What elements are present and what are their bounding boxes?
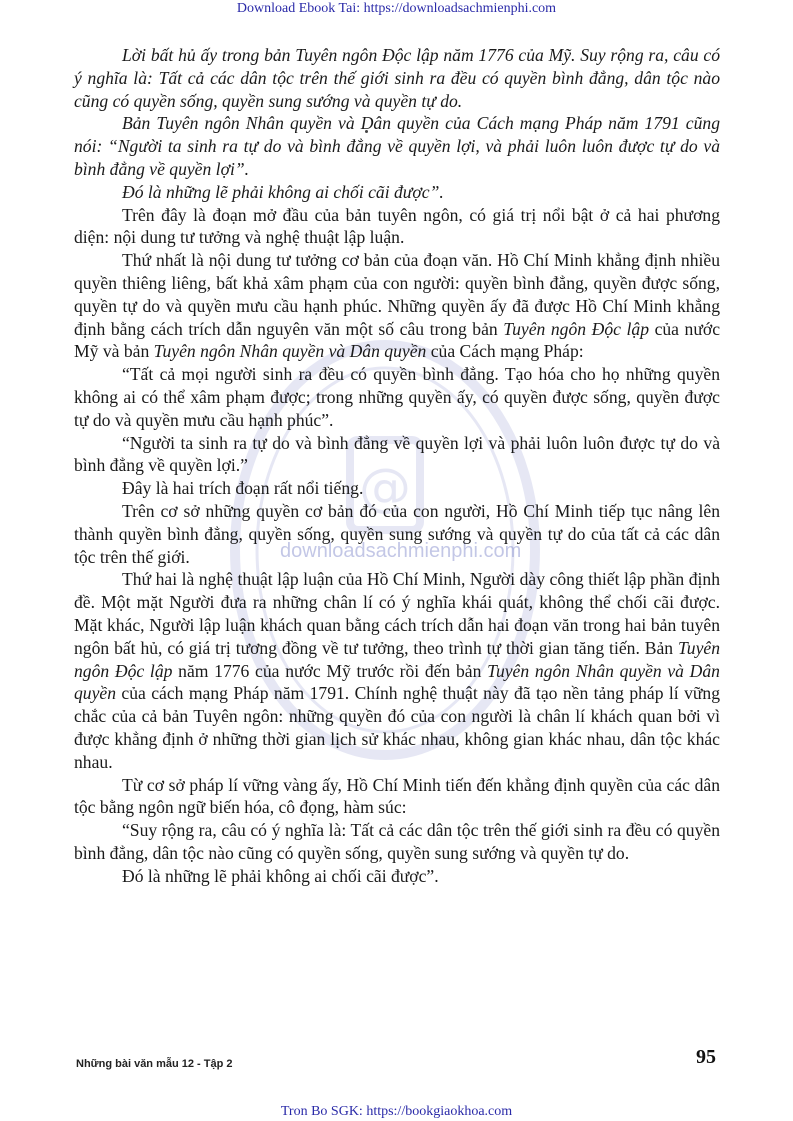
quote-paragraph: “Suy rộng ra, câu có ý nghĩa là: Tất cả các dân tộc trên thế giới sinh ra đều có quyền bình đẳng, dân tộc nào cũng có quyền sống, quyền sung sướng và quyền tự do.	[74, 820, 720, 863]
paragraph: Đây là hai trích đoạn rất nổi tiếng.	[122, 478, 364, 499]
paragraph: Trên đây là đoạn mở đầu của bản tuyên ngôn, có giá trị nổi bật ở cả hai phương diện: nội dung tư tưởng và nghệ thuật lập luận.	[74, 204, 720, 248]
text-run: Thứ hai là nghệ thuật lập luận của Hồ Chí Minh, Người dày công thiết lập phần định đề. Một mặt Người đưa ra những chân lí có ý nghĩa khái quát, không thể chối cãi được. Mặt khác, Người lập luận khách quan bằng cách trích dẫn hai đoạn văn trong hai bản tuyên ngôn bất hủ, có giá trị tương đồng về tư tưởng, theo trình tự thời gian tăng tiến. Bản	[74, 569, 720, 658]
watermark-text: downloadsachmienphi.com	[280, 540, 522, 562]
download-link[interactable]: Download Ebook Tai: https://downloadsachmienphi.com	[236, 1, 557, 16]
text-run: của cách mạng Pháp năm 1791. Chính nghệ thuật này đã tạo nền tảng pháp lí vững chắc của cả bản Tuyên ngôn: những quyền đó của con người là chân lí khách quan bởi vì được khẳng định ở những thời gian lịch sử khác nhau, không gian khác nhau, dân tộc khác nhau.	[74, 683, 721, 772]
paragraph	[74, 249, 720, 363]
paragraph: Đó là những lẽ phải không ai chối cãi được”.	[122, 181, 444, 202]
italic-title: Tuyên ngôn Độc lập	[503, 318, 649, 339]
text-run: Thứ nhất là nội dung tư tưởng cơ bản của đoạn văn. Hồ Chí Minh khẳng định nhiều quyền thiêng liêng, bất khả xâm phạm của con người: quyền bình đẳng, quyền được sống, quyền tự do và quyền mưu cầu hạnh phúc. Những quyền ấy đã được Hồ Chí Minh khẳng định bằng cách trích dẫn nguyên văn một số câu trong bản	[74, 250, 720, 339]
paragraph: Bản Tuyên ngôn Nhân quyền và Dân quyền của Cách mạng Pháp năm 1791 cũng nói: “Người ta sinh ra tự do và bình đẳng về quyền lợi, và phải luôn luôn được tự do và bình đẳng về quyền lợi”.	[74, 113, 720, 179]
paragraph: Từ cơ sở pháp lí vững vàng ấy, Hồ Chí Minh tiến đến khẳng định quyền của các dân tộc bằng ngôn ngữ biến hóa, cô đọng, hàm súc:	[74, 774, 720, 818]
italic-title: Tuyên ngôn Nhân quyền và Dân quyền	[74, 660, 720, 704]
paragraph: Lời bất hủ ấy trong bản Tuyên ngôn Độc lập năm 1776 của Mỹ. Suy rộng ra, câu có ý nghĩa là: Tất cả các dân tộc trên thế giới sinh ra đều có quyền bình đẳng, dân tộc nào cũng có quyền sống, quyền sung sướng và quyền tự do.	[74, 45, 720, 111]
quote-paragraph: “Người ta sinh ra tự do và bình đẳng về quyền lợi và phải luôn luôn được tự do và bình đẳng về quyền lợi.”	[74, 432, 720, 476]
paragraph: Trên cơ sở những quyền cơ bản đó của con người, Hồ Chí Minh tiếp tục nâng lên thành quyền bình đẳng, quyền sống, quyền sung sướng và quyền tự do của tất cả các dân tộc trên thế giới.	[74, 500, 720, 567]
quote-paragraph: “Tất cả mọi người sinh ra đều có quyền bình đẳng. Tạo hóa cho họ những quyền không ai có thể xâm phạm được; trong những quyền ấy, có quyền được sống, quyền được tự do và quyền mưu cầu hạnh phúc”.	[74, 364, 720, 430]
svg-text:@: @	[359, 458, 411, 518]
text-run: của Cách mạng Pháp:	[430, 341, 584, 362]
italic-title: Tuyên ngôn Nhân quyền và Dân quyền	[153, 341, 427, 362]
sgk-link[interactable]: Tron Bo SGK: https://bookgiaokhoa.com	[280, 1104, 513, 1119]
italic-title: Tuyên ngôn Độc lập	[74, 637, 720, 681]
text-run: của nước Mỹ và bản	[74, 318, 721, 362]
page-number: 95	[696, 1046, 716, 1068]
page-body	[74, 44, 720, 887]
quote-paragraph: Đó là những lẽ phải không ai chối cãi được”.	[122, 865, 439, 886]
text-run: năm 1776 của nước Mỹ trước rồi đến bản	[178, 660, 482, 681]
paragraph	[74, 568, 720, 773]
book-title: Những bài văn mẫu 12 - Tập 2	[76, 1058, 233, 1070]
